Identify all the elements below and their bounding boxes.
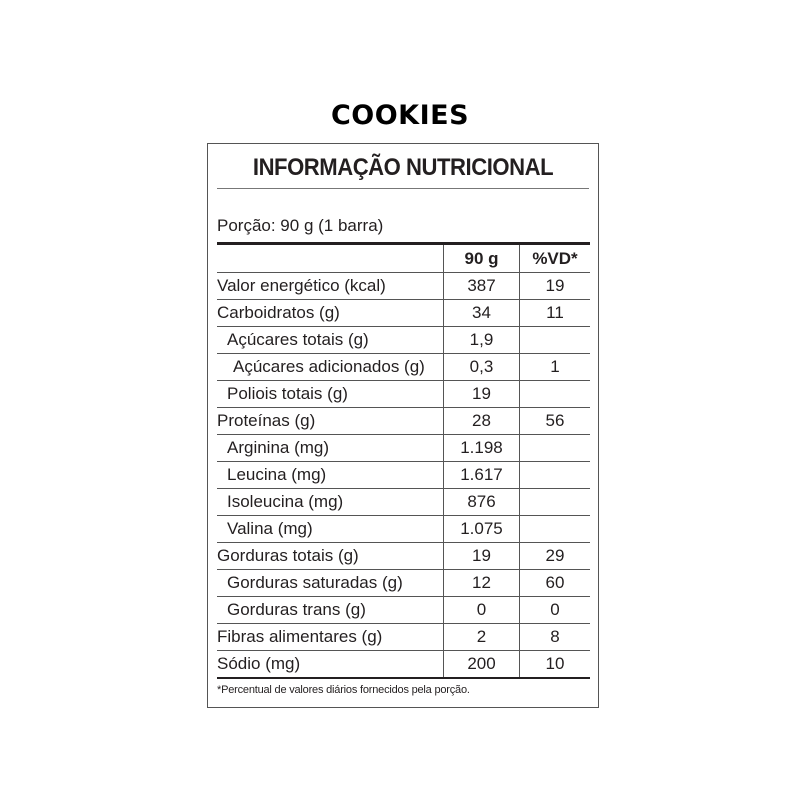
portion-size: Porção: 90 g (1 barra) (217, 216, 384, 235)
nutrient-daily-value (520, 435, 591, 462)
nutrient-quantity: 1.198 (444, 435, 520, 462)
nutrient-name: Valor energético (kcal) (217, 273, 444, 300)
table-row (217, 516, 590, 543)
nutrient-name: Açúcares totais (g) (217, 327, 444, 354)
product-title: COOKIES (330, 100, 470, 131)
nutrient-daily-value: 11 (520, 300, 591, 327)
nutrient-daily-value: 19 (520, 273, 591, 300)
nutrient-daily-value (520, 489, 591, 516)
nutrient-quantity: 1.617 (444, 462, 520, 489)
nutrient-name: Arginina (mg) (217, 435, 444, 462)
nutrient-quantity: 28 (444, 408, 520, 435)
nutrient-name: Isoleucina (mg) (217, 489, 444, 516)
daily-value-column-header: %VD* (520, 244, 591, 273)
nutrient-column-header (217, 244, 444, 273)
table-row (217, 543, 590, 570)
nutrient-name: Sódio (mg) (217, 651, 444, 679)
nutrition-heading: INFORMAÇÃO NUTRICIONAL (252, 154, 554, 181)
nutrient-quantity: 34 (444, 300, 520, 327)
table-row (217, 300, 590, 327)
table-row (217, 570, 590, 597)
nutrient-name: Fibras alimentares (g) (217, 624, 444, 651)
nutrient-name: Valina (mg) (217, 516, 444, 543)
nutrient-quantity: 19 (444, 543, 520, 570)
nutrient-daily-value (520, 381, 591, 408)
nutrient-daily-value: 56 (520, 408, 591, 435)
nutrient-quantity: 876 (444, 489, 520, 516)
table-row (217, 624, 590, 651)
table-row (217, 651, 590, 679)
table-row (217, 381, 590, 408)
nutrient-name: Gorduras totais (g) (217, 543, 444, 570)
table-row (217, 489, 590, 516)
quantity-column-header: 90 g (444, 244, 520, 273)
nutrient-name: Gorduras saturadas (g) (217, 570, 444, 597)
nutrient-daily-value (520, 516, 591, 543)
nutrition-table (217, 242, 590, 679)
nutrient-quantity: 12 (444, 570, 520, 597)
table-row (217, 354, 590, 381)
nutrient-daily-value: 0 (520, 597, 591, 624)
nutrient-daily-value (520, 327, 591, 354)
nutrient-daily-value: 10 (520, 651, 591, 679)
nutrient-quantity: 2 (444, 624, 520, 651)
table-row (217, 327, 590, 354)
nutrient-name: Proteínas (g) (217, 408, 444, 435)
table-row (217, 462, 590, 489)
table-row (217, 435, 590, 462)
nutrient-daily-value: 29 (520, 543, 591, 570)
nutrient-quantity: 1.075 (444, 516, 520, 543)
nutrient-quantity: 0,3 (444, 354, 520, 381)
nutrient-quantity: 1,9 (444, 327, 520, 354)
nutrient-name: Açúcares adicionados (g) (217, 354, 444, 381)
nutrient-name: Leucina (mg) (217, 462, 444, 489)
nutrient-daily-value: 8 (520, 624, 591, 651)
nutrient-quantity: 0 (444, 597, 520, 624)
nutrient-name: Gorduras trans (g) (217, 597, 444, 624)
table-header-row (217, 244, 590, 273)
table-row (217, 273, 590, 300)
nutrient-quantity: 200 (444, 651, 520, 679)
daily-value-footnote: *Percentual de valores diários fornecidos pela porção. (217, 684, 470, 696)
nutrition-facts-panel (207, 143, 599, 708)
nutrient-quantity: 387 (444, 273, 520, 300)
nutrient-quantity: 19 (444, 381, 520, 408)
nutrient-daily-value: 60 (520, 570, 591, 597)
nutrient-daily-value (520, 462, 591, 489)
heading-divider (217, 188, 589, 189)
nutrient-name: Poliois totais (g) (217, 381, 444, 408)
table-row (217, 597, 590, 624)
nutrient-daily-value: 1 (520, 354, 591, 381)
table-row (217, 408, 590, 435)
nutrient-name: Carboidratos (g) (217, 300, 444, 327)
